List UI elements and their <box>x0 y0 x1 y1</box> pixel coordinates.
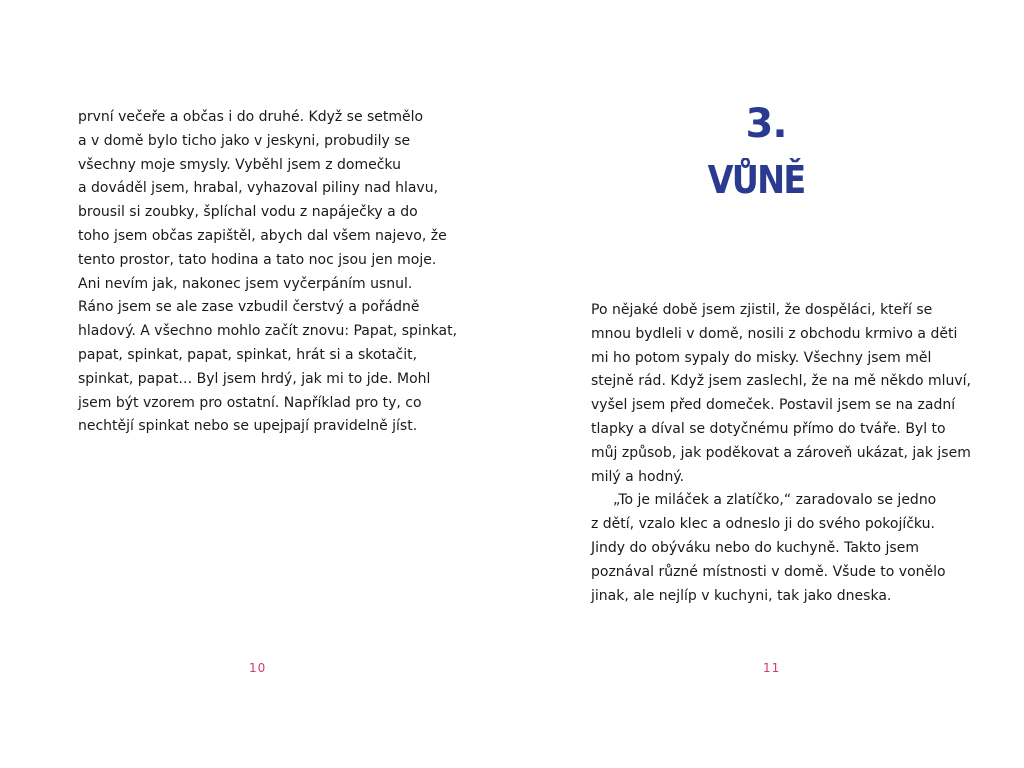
right-body-text <box>591 299 971 608</box>
text-line: toho jsem občas zapištěl, abych dal všem najevo, že <box>78 227 447 244</box>
text-line: brousil si zoubky, šplíchal vodu z napáječky a do <box>78 204 418 221</box>
text-line: Po nějaké době jsem zjistil, že dospěláci, kteří se <box>591 302 933 318</box>
text-line: Ani nevím jak, nakonec jsem vyčerpáním usnul. <box>78 275 413 292</box>
text-line: spinkat, papat… Byl jsem hrdý, jak mi to jde. Mohl <box>78 370 431 387</box>
text-line: jinak, ale nejlíp v kuchyni, tak jako dneska. <box>591 587 892 604</box>
text-line: milý a hodný. <box>591 468 685 485</box>
text-line: nechtějí spinkat nebo se upejpají pravidelně jíst. <box>78 418 418 435</box>
text-line: a v domě bylo ticho jako v jeskyni, probudily se <box>78 132 411 149</box>
text-line: první večeře a občas i do druhé. Když se setmělo <box>78 109 424 125</box>
text-line: tento prostor, tato hodina a tato noc jsou jen moje. <box>78 251 437 268</box>
text-line: mnou bydleli v domě, nosili z obchodu krmivo a děti <box>591 325 958 342</box>
chapter-title: VŮNĚ <box>707 158 805 202</box>
page-number: 11 <box>763 661 781 675</box>
text-line: Jindy do obýváku nebo do kuchyně. Takto jsem <box>591 539 919 556</box>
text-line: můj způsob, jak poděkovat a zároveň ukázat, jak jsem <box>591 444 971 461</box>
page-number: 10 <box>249 661 267 675</box>
text-line: z dětí, vzalo klec a odneslo ji do svého pokojíčku. <box>591 516 935 533</box>
text-line: hladový. A všechno mohlo začít znovu: Papat, spinkat, <box>78 323 458 340</box>
text-line: všechny moje smysly. Vyběhl jsem z domečku <box>78 156 401 173</box>
text-line: jsem být vzorem pro ostatní. Například pro ty, co <box>78 394 422 411</box>
text-line: mi ho potom sypaly do misky. Všechny jsem měl <box>591 349 932 366</box>
text-line: papat, spinkat, papat, spinkat, hrát si a skotačit, <box>78 346 418 363</box>
text-line: tlapky a díval se dotyčnému přímo do tváře. Byl to <box>591 420 946 437</box>
text-line: vyšel jsem před domeček. Postavil jsem se na zadní <box>591 397 956 414</box>
text-line: stejně rád. Když jsem zaslechl, že na mě někdo mluví, <box>591 373 972 390</box>
text-line: poznával různé místnosti v domě. Všude to vonělo <box>591 563 946 580</box>
text-line: „To je miláček a zlatíčko,“ zaradovalo se jedno <box>613 492 937 509</box>
left-body-text <box>78 106 457 439</box>
text-line: a dováděl jsem, hrabal, vyhazoval piliny nad hlavu, <box>78 180 439 197</box>
chapter-number: 3. <box>745 101 787 147</box>
text-line: Ráno jsem se ale zase vzbudil čerstvý a pořádně <box>78 299 420 316</box>
right-page <box>512 0 1024 768</box>
